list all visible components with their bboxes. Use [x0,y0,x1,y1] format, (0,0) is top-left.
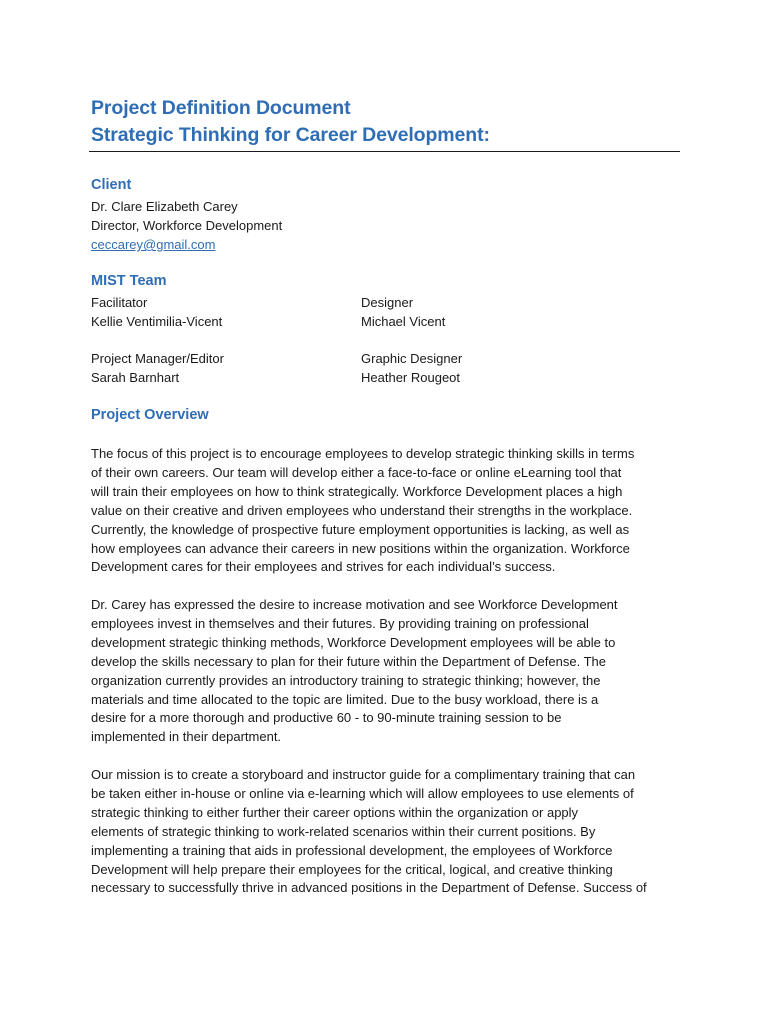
team-role-designer: Designer [361,295,414,310]
paragraph-line: how employees can advance their careers in new positions within the organization. Workforce [91,540,630,556]
client-heading: Client [91,177,132,193]
overview-paragraph-2 [91,596,691,747]
paragraph-line: necessary to successfully thrive in advanced positions in the Department of Defense. Success of [91,880,647,896]
overview-heading: Project Overview [91,407,209,423]
paragraph-line: materials and time allocated to the topic are limited. Due to the busy workload, there is a [91,691,599,707]
team-name-facilitator: Kellie Ventimilia-Vicent [91,314,223,329]
team-role-facilitator: Facilitator [91,295,148,310]
paragraph-line: implemented in their department. [91,729,282,745]
paragraph-line: Our mission is to create a storyboard and instructor guide for a complimentary training that can [91,767,636,782]
paragraph-line: The focus of this project is to encourage employees to develop strategic thinking skills in terms [91,446,635,461]
team-role-graphic-designer: Graphic Designer [361,351,463,366]
overview-paragraph-1 [91,445,691,577]
paragraph-line: organization currently provides an introductory training to strategic thinking; however, the [91,672,601,688]
team-name-project-manager: Sarah Barnhart [91,370,180,385]
team-role-project-manager: Project Manager/Editor [91,351,224,366]
overview-paragraph-3 [91,766,691,898]
paragraph-line: value on their creative and driven employees who understand their strengths in the workplace. [91,502,633,518]
title-line-2: Strategic Thinking for Career Development: [91,124,490,146]
title-line-1: Project Definition Document [91,97,351,119]
team-name-designer: Michael Vicent [361,314,446,329]
paragraph-line: Dr. Carey has expressed the desire to increase motivation and see Workforce Development [91,597,618,612]
paragraph-line: Development will help prepare their employees for the critical, logical, and creative thinking [91,861,613,877]
client-role: Director, Workforce Development [91,218,283,233]
team-heading: MIST Team [91,273,167,289]
team-name-graphic-designer: Heather Rougeot [361,370,461,385]
document-title [91,95,691,149]
paragraph-line: of their own careers. Our team will develop either a face-to-face or online eLearning tool that [91,464,622,480]
title-divider [89,151,680,152]
paragraph-line: desire for a more thorough and productive 60 - to 90-minute training session to be [91,710,562,726]
paragraph-line: be taken either in-house or online via e-learning which will allow employees to use elements of [91,785,634,801]
paragraph-line: strategic thinking to either further their career options within the organization or apply [91,804,579,820]
paragraph-line: Currently, the knowledge of prospective future employment opportunities is lacking, as well as [91,521,630,537]
paragraph-line: Development cares for their employees and strives for each individual’s success. [91,559,556,575]
client-name: Dr. Clare Elizabeth Carey [91,199,238,214]
paragraph-line: develop the skills necessary to plan for their future within the Department of Defense. The [91,653,606,669]
client-email-link[interactable]: ceccarey@gmail.com [91,237,216,252]
paragraph-line: will train their employees on how to think strategically. Workforce Development places a high [91,483,623,499]
paragraph-line: elements of strategic thinking to work-related scenarios within their current positions. By [91,823,596,839]
paragraph-line: implementing a training that aids in professional development, the employees of Workforce [91,842,613,858]
paragraph-line: employees invest in themselves and their futures. By providing training on professional [91,615,589,631]
paragraph-line: development strategic thinking methods, Workforce Development employees will be able to [91,634,616,650]
